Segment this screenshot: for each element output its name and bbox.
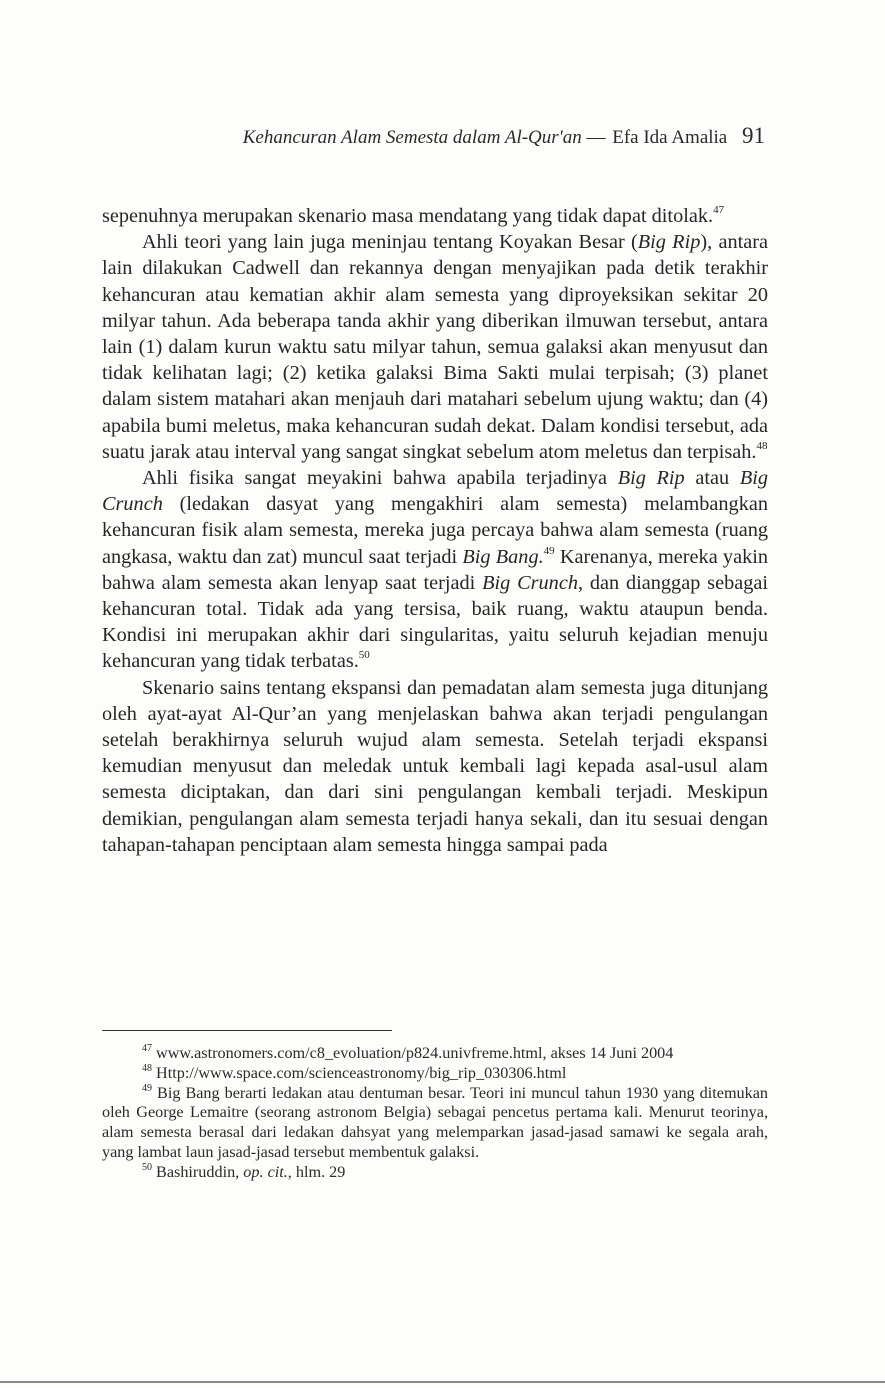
footnote-49-text: Big Bang berarti ledakan atau dentuman besar. Teori ini muncul tahun 1930 yang ditemukan oleh George Lemaitre (seorang astronom Belgia) sebagai pencetus pertama kali. Menurut teorinya, alam semesta berasal dari ledakan dahsyat yang melemparkan jasad-jasad samawi ke segala arah, yang lambat laun jasad-jasad tersebut membentuk galaksi.: [102, 1083, 768, 1161]
paragraph-1-text: sepenuhnya merupakan skenario masa mendatang yang tidak dapat ditolak.: [102, 205, 714, 227]
paragraph-2-text-a: Ahli teori yang lain juga meninjau tentang Koyakan Besar (: [142, 231, 638, 254]
scan-edge-line: [0, 1381, 885, 1383]
paragraph-4: [102, 675, 768, 858]
paragraph-3-text-c: atau: [684, 467, 740, 490]
term-big-bang: Big Bang.: [462, 545, 544, 568]
page-number: 91: [742, 123, 765, 148]
footnote-50: [102, 1163, 768, 1183]
paragraph-1: [102, 203, 768, 229]
footnote-48: [102, 1064, 768, 1084]
footnote-divider: [102, 1030, 392, 1031]
footnote-number-47: 47: [142, 1043, 152, 1054]
footnote-number-50: 50: [142, 1161, 152, 1173]
paragraph-3-text-i: , dan dianggap sebagai kehancuran total. Tidak ada yang tersisa, baik ruang, waktu ataupun benda. Kondisi ini merupakan akhir dari singularitas, yaitu seluruh kejadian menuju kehancuran yang tidak terbatas.: [102, 571, 768, 673]
paragraph-3-text-e: (ledakan dasyat yang mengakhiri alam semesta) melambangkan kehancuran fisik alam semesta, mereka juga percaya bahwa alam semesta (ruang angkasa, waktu dan zat) muncul saat terjadi: [102, 493, 768, 568]
term-big-crunch: Big Crunch: [102, 467, 769, 516]
term-big-crunch: Big Crunch: [482, 571, 578, 594]
footnote-49: [102, 1084, 768, 1163]
paragraph-2: [102, 229, 768, 465]
term-big-rip: Big Rip: [637, 231, 701, 254]
running-head: [0, 123, 765, 151]
body-text: [102, 203, 768, 858]
footnote-50-text-a: Bashiruddin,: [152, 1162, 244, 1181]
footnote-ref-47[interactable]: 47: [713, 204, 725, 216]
running-head-separator: —: [586, 127, 606, 148]
footnote-50-op-cit: op. cit.: [243, 1162, 288, 1181]
running-head-author: Efa Ida Amalia: [612, 127, 728, 148]
running-head-title: Kehancuran Alam Semesta dalam Al-Qur'an: [242, 127, 582, 148]
footnote-50-text-c: , hlm. 29: [287, 1162, 346, 1181]
footnote-48-text: Http://www.space.com/scienceastronomy/big_rip_030306.html: [152, 1063, 567, 1082]
footnote-47-text: www.astronomers.com/c8_evoluation/p824.univfreme.html, akses 14 Juni 2004: [152, 1044, 674, 1062]
paragraph-3-text-a: Ahli fisika sangat meyakini bahwa apabila terjadinya: [142, 467, 618, 490]
footnote-number-48: 48: [142, 1062, 152, 1074]
paragraph-2-text-c: ), antara lain dilakukan Cadwell dan rekannya dengan menyajikan pada detik terakhir kehancuran atau kematian akhir alam semesta yang diproyeksikan sekitar 20 milyar tahun. Ada beberapa tanda akhir yang diberikan ilmuwan tersebut, antara lain (1) dalam kurun waktu satu milyar tahun, semua galaksi akan menyusut dan tidak kelihatan lagi; (2) ketika galaksi Bima Sakti mulai terpisah; (3) planet dalam sistem matahari akan menjauh dari matahari sebelum ujung waktu; dan (4) apabila bumi meletus, maka kehancuran sudah dekat. Dalam kondisi tersebut, ada suatu jarak atau interval yang sangat singkat sebelum atom meletus dan terpisah.: [102, 231, 768, 463]
footnote-ref-50[interactable]: 50: [358, 649, 370, 662]
footnotes: [102, 1044, 768, 1183]
footnote-ref-49[interactable]: 49: [543, 544, 555, 557]
paragraph-3: [102, 465, 768, 675]
footnote-number-49: 49: [142, 1082, 152, 1094]
footnote-47: [102, 1044, 768, 1064]
paragraph-4-text: Skenario sains tentang ekspansi dan pemadatan alam semesta juga ditunjang oleh ayat-ayat Al-Qur’an yang menjelaskan bahwa akan terjadi pengulangan setelah berakhirnya seluruh wujud alam semesta. Setelah terjadi ekspansi kemudian menyusut dan meledak untuk kembali lagi kepada asal-usul alam semesta diciptakan, dan dari sini pengulangan kembali terjadi. Meskipun demikian, pengulangan alam semesta terjadi hanya sekali, dan itu sesuai dengan tahapan-tahapan penciptaan alam semesta hingga sampai pada: [102, 676, 768, 856]
term-big-rip: Big Rip: [617, 467, 685, 490]
footnote-ref-48[interactable]: 48: [756, 439, 768, 452]
paragraph-3-text-g: Karenanya, mereka yakin bahwa alam semesta akan lenyap saat terjadi: [102, 545, 768, 594]
